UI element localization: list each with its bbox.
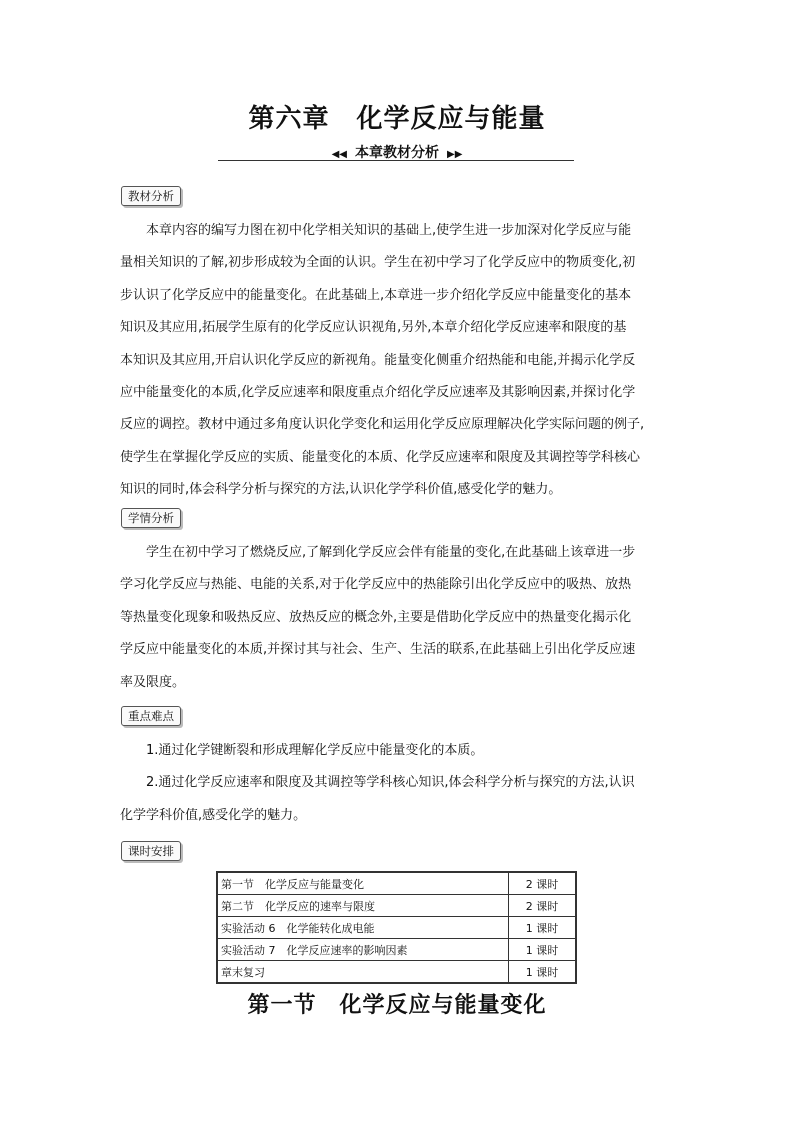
tag-key-points: 重点难点: [121, 706, 181, 726]
students-line: 学生在初中学习了燃烧反应,了解到化学反应会伴有能量的变化,在此基础上该章进一步: [146, 545, 636, 560]
title-divider: [218, 160, 574, 161]
tag-schedule: 课时安排: [121, 841, 181, 861]
analysis-line: 使学生在掌握化学反应的实质、能量变化的本质、化学反应速率和限度及其调控等学科核心: [120, 449, 641, 465]
students-line: 等热量变化现象和吸热反应、放热反应的概念外,主要是借助化学反应中的热量变化揭示化: [120, 609, 632, 625]
analysis-line: 知识的同时,体会科学分析与探究的方法,认识化学学科价值,感受化学的魅力。: [120, 482, 562, 498]
double-right-arrow-icon: ▶▶: [447, 149, 463, 160]
double-left-arrow-icon: ◀◀: [331, 149, 347, 160]
table-cell-hours: 2 课时: [509, 872, 577, 895]
key-points-list: [120, 735, 680, 832]
analysis-line: 本知识及其应用,开启认识化学反应的新视角。能量变化侧重介绍热能和电能,并揭示化学反: [120, 352, 636, 368]
table-row: [217, 961, 576, 984]
students-line: 率及限度。: [120, 674, 186, 690]
key-point-item: 2.通过化学反应速率和限度及其调控等学科核心知识,体会科学分析与探究的方法,认识: [146, 775, 635, 791]
table-row: [217, 895, 576, 917]
tag-textbook-analysis: 教材分析: [121, 186, 181, 206]
analysis-line: 本章内容的编写力图在初中化学相关知识的基础上,使学生进一步加深对化学反应与能: [146, 223, 632, 238]
chapter-title: 第六章 化学反应与能量: [248, 104, 546, 134]
table-cell-hours: 1 课时: [509, 939, 577, 961]
schedule-table: [216, 871, 577, 984]
key-point-item-cont: 化学学科价值,感受化学的魅力。: [120, 807, 307, 823]
analysis-line: 知识及其应用,拓展学生原有的化学反应认识视角,另外,本章介绍化学反应速率和限度的基: [120, 320, 627, 336]
table-cell-hours: 2 课时: [509, 895, 577, 917]
chapter-subtitle: [0, 142, 794, 162]
students-paragraph: [120, 537, 680, 699]
table-cell-name: 实验活动 6 化学能转化成电能: [217, 917, 509, 939]
table-cell-name: 实验活动 7 化学反应速率的影响因素: [217, 939, 509, 961]
table-row: [217, 939, 576, 961]
table-cell-name: 章末复习: [217, 961, 509, 984]
table-cell-name: 第二节 化学反应的速率与限度: [217, 895, 509, 917]
analysis-line: 应中能量变化的本质,化学反应速率和限度重点介绍化学反应速率及其影响因素,并探讨化学: [120, 385, 636, 401]
section-title: 第一节 化学反应与能量变化: [247, 993, 547, 1018]
analysis-line: 步认识了化学反应中的能量变化。在此基础上,本章进一步介绍化学反应中能量变化的基本: [120, 287, 632, 303]
students-line: 学反应中能量变化的本质,并探讨其与社会、生产、生活的联系,在此基础上引出化学反应速: [120, 642, 636, 658]
analysis-paragraph: [120, 215, 680, 507]
table-cell-hours: 1 课时: [509, 961, 577, 984]
analysis-line: 量相关知识的了解,初步形成较为全面的认识。学生在初中学习了化学反应中的物质变化,初: [120, 255, 636, 271]
key-point-item: 1.通过化学键断裂和形成理解化学反应中能量变化的本质。: [146, 743, 484, 758]
table-cell-name: 第一节 化学反应与能量变化: [217, 872, 509, 895]
students-line: 学习化学反应与热能、电能的关系,对于化学反应中的热能除引出化学反应中的吸热、放热: [120, 577, 632, 593]
table-row: [217, 917, 576, 939]
table-cell-hours: 1 课时: [509, 917, 577, 939]
analysis-line: 反应的调控。教材中通过多角度认识化学变化和运用化学反应原理解决化学实际问题的例子,: [120, 417, 645, 433]
tag-student-analysis: 学情分析: [121, 508, 181, 528]
subtitle-text: 本章教材分析: [355, 145, 439, 161]
table-row: [217, 872, 576, 895]
